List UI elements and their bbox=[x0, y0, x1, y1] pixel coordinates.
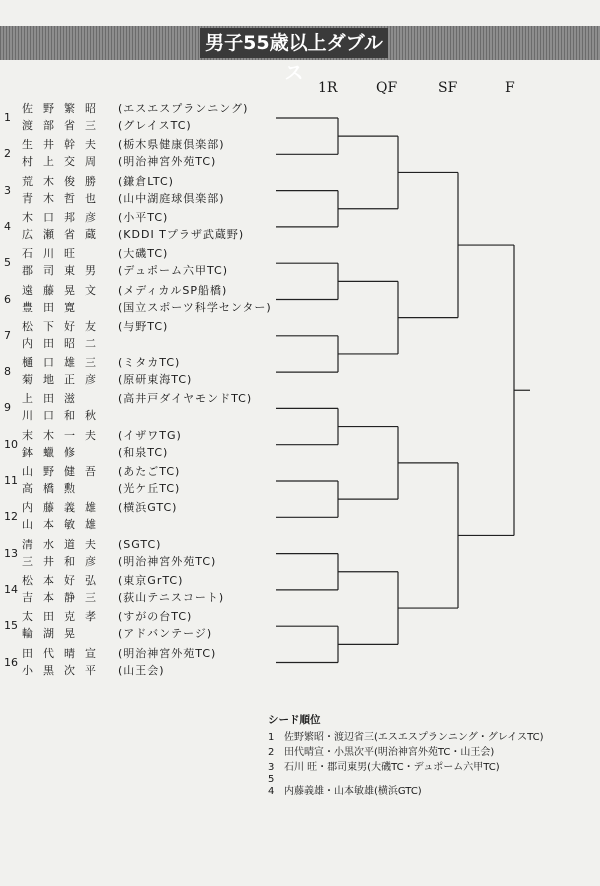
player-club: (横浜GTC) bbox=[118, 501, 178, 515]
player-name: 太田克孝 bbox=[22, 610, 106, 624]
entry-number: 9 bbox=[4, 401, 11, 415]
page-title: 男子55歳以上ダブルス bbox=[200, 28, 388, 58]
player-club: (与野TC) bbox=[118, 319, 169, 333]
player-club: (山中湖庭球倶楽部) bbox=[118, 191, 225, 205]
seed-rank: 3 bbox=[268, 762, 275, 773]
player-name: 川口和秋 bbox=[22, 409, 106, 423]
player-name: 豊田寛 bbox=[22, 300, 85, 314]
player-club: (明治神宮外苑TC) bbox=[118, 155, 217, 169]
player-club: (デュポーム六甲TC) bbox=[118, 264, 229, 278]
entry-number: 10 bbox=[4, 437, 18, 451]
entry-number: 8 bbox=[4, 365, 11, 379]
player-name: 山本敏雄 bbox=[22, 518, 106, 532]
entry-number: 14 bbox=[4, 582, 18, 596]
entry-number: 3 bbox=[4, 183, 11, 197]
entry-number: 12 bbox=[4, 510, 18, 524]
player-name: 広瀬省蔵 bbox=[22, 227, 106, 241]
player-club: (メディカルSP船橋) bbox=[118, 283, 228, 297]
round-label-f: F bbox=[505, 80, 515, 96]
player-name: 末木一夫 bbox=[22, 428, 106, 442]
player-name: 木口邦彦 bbox=[22, 210, 106, 224]
player-club: (国立スポーツ科学センター) bbox=[118, 300, 272, 314]
seed-text: 佐野繁昭・渡辺省三(エスエスプランニング・グレイスTC) bbox=[284, 732, 544, 743]
player-club: (東京GrTC) bbox=[118, 573, 184, 587]
player-club: (山王会) bbox=[118, 663, 165, 677]
seed-row bbox=[268, 775, 588, 784]
player-club: (KDDI Tプラザ武蔵野) bbox=[118, 227, 245, 241]
player-name: 郡司東男 bbox=[22, 264, 106, 278]
seed-row bbox=[268, 784, 588, 799]
seed-row bbox=[268, 730, 588, 745]
seed-list-title: シード順位 bbox=[268, 714, 321, 726]
round-label-1r: 1R bbox=[318, 80, 338, 96]
entry-number: 6 bbox=[4, 292, 11, 306]
player-name: 鉢蠟修 bbox=[22, 445, 85, 459]
player-club: (あたごTC) bbox=[118, 465, 181, 478]
seed-rank: 2 bbox=[268, 747, 275, 758]
player-name: 内田昭二 bbox=[22, 336, 106, 350]
player-name: 松下好友 bbox=[22, 319, 106, 333]
seed-text: 田代晴宣・小黒次平(明治神宮外苑TC・山王会) bbox=[284, 747, 495, 758]
seed-row bbox=[268, 760, 588, 775]
player-name: 生井幹夫 bbox=[22, 138, 106, 152]
seed-row bbox=[268, 745, 588, 760]
seed-rank: 4 bbox=[268, 786, 275, 797]
player-club: (光ケ丘TC) bbox=[118, 482, 181, 495]
player-name: 渡部省三 bbox=[22, 119, 106, 132]
player-name: 清水道夫 bbox=[22, 537, 106, 551]
player-name: 佐野繁昭 bbox=[22, 102, 106, 115]
player-club: (大磯TC) bbox=[118, 247, 169, 261]
entry-number: 2 bbox=[4, 147, 11, 161]
player-club: (原研東海TC) bbox=[118, 373, 193, 387]
player-name: 樋口雄三 bbox=[22, 356, 106, 370]
round-label-qf: QF bbox=[376, 80, 398, 96]
entry-number: 16 bbox=[4, 655, 18, 669]
player-name: 青木哲也 bbox=[22, 191, 106, 205]
player-name: 高橋勲 bbox=[22, 482, 85, 495]
seed-list bbox=[268, 712, 588, 799]
player-name: 山野健吾 bbox=[22, 465, 106, 478]
entry-number: 11 bbox=[4, 474, 18, 487]
seed-text: 石川 旺・郡司東男(大磯TC・デュポーム六甲TC) bbox=[284, 762, 500, 773]
player-club: (すがの台TC) bbox=[118, 610, 193, 624]
player-name: 松本好弘 bbox=[22, 573, 106, 587]
seed-rank: 5 bbox=[268, 774, 275, 785]
round-label-sf: SF bbox=[438, 80, 458, 96]
entry-number: 4 bbox=[4, 219, 11, 233]
player-name: 輪湖晃 bbox=[22, 627, 85, 641]
player-club: (荻山テニスコート) bbox=[118, 590, 225, 604]
player-club: (ミタカTC) bbox=[118, 356, 181, 370]
player-name: 上田滋 bbox=[22, 392, 85, 406]
seed-text: 内藤義雄・山本敏雄(横浜GTC) bbox=[284, 786, 422, 797]
entry-number: 15 bbox=[4, 619, 18, 633]
player-name: 小黒次平 bbox=[22, 663, 106, 677]
player-club: (アドバンテージ) bbox=[118, 627, 213, 641]
player-club: (小平TC) bbox=[118, 210, 169, 224]
player-club: (高井戸ダイヤモンドTC) bbox=[118, 392, 253, 406]
player-club: (鎌倉LTC) bbox=[118, 174, 174, 188]
player-name: 菊地正彦 bbox=[22, 373, 106, 387]
player-club: (明治神宮外苑TC) bbox=[118, 646, 217, 660]
player-name: 遠藤晃文 bbox=[22, 283, 106, 297]
entry-number: 1 bbox=[4, 111, 11, 124]
player-club: (SGTC) bbox=[118, 537, 162, 551]
player-club: (イザワTG) bbox=[118, 428, 182, 442]
seed-rank: 1 bbox=[268, 732, 275, 743]
player-club: (和泉TC) bbox=[118, 445, 169, 459]
player-club: (明治神宮外苑TC) bbox=[118, 554, 217, 568]
player-name: 三井和彦 bbox=[22, 554, 106, 568]
entry-number: 7 bbox=[4, 328, 11, 342]
player-name: 吉本静三 bbox=[22, 590, 106, 604]
player-club: (エスエスプランニング) bbox=[118, 102, 249, 115]
player-name: 村上交周 bbox=[22, 155, 106, 169]
player-name: 石川旺 bbox=[22, 247, 85, 261]
entry-number: 5 bbox=[4, 256, 11, 270]
player-name: 田代晴宣 bbox=[22, 646, 106, 660]
player-name: 内藤義雄 bbox=[22, 501, 106, 515]
player-name: 荒木俊勝 bbox=[22, 174, 106, 188]
entry-number: 13 bbox=[4, 546, 18, 560]
player-club: (グレイスTC) bbox=[118, 119, 192, 132]
player-club: (栃木県健康倶楽部) bbox=[118, 138, 225, 152]
